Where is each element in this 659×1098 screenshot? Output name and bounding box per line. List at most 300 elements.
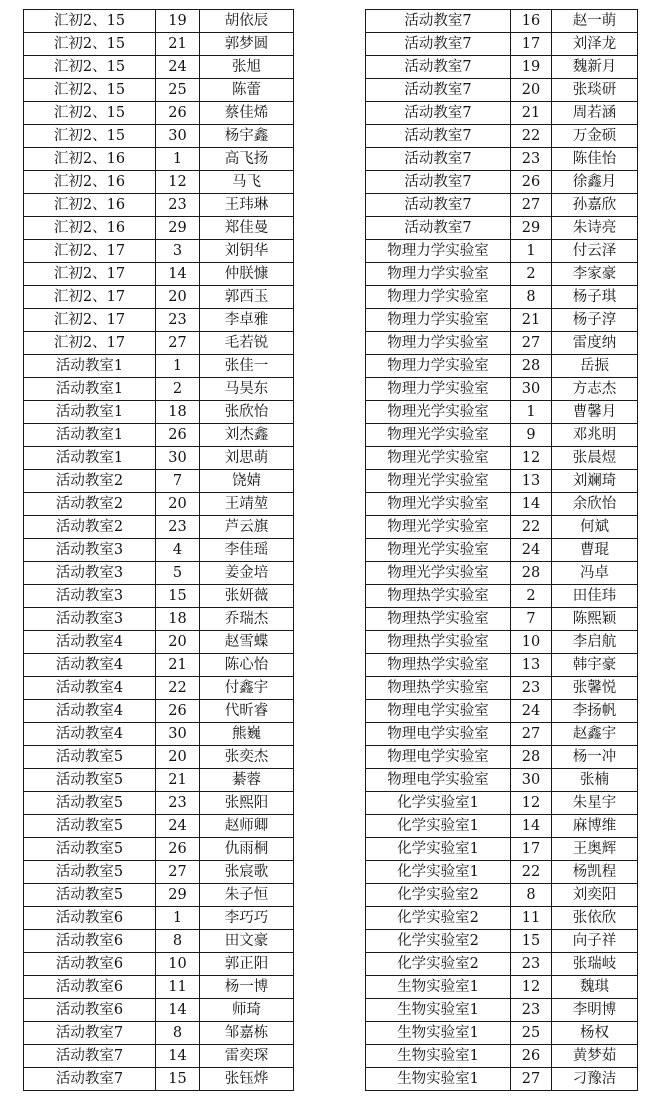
seat-number-cell: 10 [156, 953, 200, 976]
seat-number-cell: 28 [511, 355, 552, 378]
table-row [366, 700, 638, 723]
table-row [24, 654, 294, 677]
student-name-cell: 李扬帆 [552, 700, 638, 723]
seat-number-cell: 18 [156, 401, 200, 424]
table-row [366, 792, 638, 815]
table-row [366, 125, 638, 148]
student-name-cell: 赵师卿 [200, 815, 294, 838]
seat-number-cell: 11 [156, 976, 200, 999]
student-name-cell: 李启航 [552, 631, 638, 654]
table-row [366, 148, 638, 171]
seat-number-cell: 18 [156, 608, 200, 631]
exam-room-cell: 物理电学实验室 [366, 769, 511, 792]
seat-number-cell: 7 [156, 470, 200, 493]
exam-room-cell: 汇初2、15 [24, 79, 156, 102]
seat-number-cell: 22 [511, 861, 552, 884]
exam-room-cell: 汇初2、16 [24, 194, 156, 217]
exam-room-cell: 生物实验室1 [366, 1068, 511, 1091]
exam-room-cell: 物理热学实验室 [366, 677, 511, 700]
exam-room-cell: 活动教室6 [24, 930, 156, 953]
seat-number-cell: 2 [156, 378, 200, 401]
exam-roster-table-left [23, 9, 294, 1091]
student-name-cell: 周若涵 [552, 102, 638, 125]
exam-room-cell: 活动教室1 [24, 424, 156, 447]
student-name-cell: 付云泽 [552, 240, 638, 263]
student-name-cell: 张依欣 [552, 907, 638, 930]
table-row [24, 102, 294, 125]
exam-room-cell: 活动教室5 [24, 746, 156, 769]
table-row [24, 608, 294, 631]
table-row [366, 355, 638, 378]
seat-number-cell: 26 [156, 424, 200, 447]
student-name-cell: 方志杰 [552, 378, 638, 401]
table-row [24, 838, 294, 861]
student-name-cell: 曹琨 [552, 539, 638, 562]
seat-number-cell: 27 [511, 194, 552, 217]
exam-room-cell: 活动教室7 [366, 102, 511, 125]
table-row [366, 723, 638, 746]
table-row [366, 447, 638, 470]
table-row [366, 746, 638, 769]
table-row [24, 562, 294, 585]
table-row [366, 608, 638, 631]
table-row [366, 286, 638, 309]
table-body-left [24, 10, 294, 1091]
exam-room-cell: 活动教室5 [24, 861, 156, 884]
exam-room-cell: 活动教室5 [24, 838, 156, 861]
table-row [24, 217, 294, 240]
table-row [24, 953, 294, 976]
student-name-cell: 郭梦圆 [200, 33, 294, 56]
seat-number-cell: 19 [511, 56, 552, 79]
student-name-cell: 何斌 [552, 516, 638, 539]
table-row [366, 884, 638, 907]
student-name-cell: 郑佳曼 [200, 217, 294, 240]
exam-room-cell: 活动教室7 [366, 194, 511, 217]
student-name-cell: 张琰研 [552, 79, 638, 102]
exam-room-cell: 物理光学实验室 [366, 562, 511, 585]
exam-room-cell: 汇初2、15 [24, 33, 156, 56]
exam-room-cell: 活动教室6 [24, 976, 156, 999]
seat-number-cell: 1 [511, 401, 552, 424]
exam-room-cell: 汇初2、15 [24, 10, 156, 33]
seat-number-cell: 14 [511, 493, 552, 516]
student-name-cell: 向子祥 [552, 930, 638, 953]
student-name-cell: 余欣怡 [552, 493, 638, 516]
table-row [24, 769, 294, 792]
seat-number-cell: 26 [156, 838, 200, 861]
seat-number-cell: 23 [511, 148, 552, 171]
student-name-cell: 张馨悦 [552, 677, 638, 700]
student-name-cell: 郭正阳 [200, 953, 294, 976]
exam-room-cell: 物理光学实验室 [366, 424, 511, 447]
seat-number-cell: 2 [511, 585, 552, 608]
table-row [366, 493, 638, 516]
exam-room-cell: 物理光学实验室 [366, 539, 511, 562]
exam-room-cell: 活动教室4 [24, 700, 156, 723]
student-name-cell: 付鑫宇 [200, 677, 294, 700]
student-name-cell: 杨子淳 [552, 309, 638, 332]
exam-room-cell: 物理电学实验室 [366, 723, 511, 746]
table-row [366, 33, 638, 56]
table-row [24, 861, 294, 884]
table-row [24, 700, 294, 723]
table-row [366, 378, 638, 401]
exam-room-cell: 活动教室7 [366, 125, 511, 148]
seat-number-cell: 25 [511, 1022, 552, 1045]
seat-number-cell: 10 [511, 631, 552, 654]
exam-room-cell: 物理热学实验室 [366, 608, 511, 631]
seat-number-cell: 24 [511, 539, 552, 562]
student-name-cell: 冯卓 [552, 562, 638, 585]
seat-number-cell: 27 [156, 332, 200, 355]
exam-room-cell: 活动教室4 [24, 723, 156, 746]
exam-room-cell: 活动教室1 [24, 355, 156, 378]
student-name-cell: 邹嘉栋 [200, 1022, 294, 1045]
student-name-cell: 张妍薇 [200, 585, 294, 608]
seat-number-cell: 1 [156, 907, 200, 930]
student-name-cell: 刘奕阳 [552, 884, 638, 907]
student-name-cell: 张晨煜 [552, 447, 638, 470]
student-name-cell: 张熙阳 [200, 792, 294, 815]
table-row [366, 217, 638, 240]
seat-number-cell: 8 [511, 884, 552, 907]
seat-number-cell: 21 [156, 654, 200, 677]
student-name-cell: 蔡佳烯 [200, 102, 294, 125]
student-name-cell: 杨凯程 [552, 861, 638, 884]
exam-room-cell: 活动教室3 [24, 585, 156, 608]
table-row [24, 792, 294, 815]
exam-room-cell: 生物实验室1 [366, 999, 511, 1022]
exam-room-cell: 活动教室2 [24, 493, 156, 516]
exam-room-cell: 物理热学实验室 [366, 654, 511, 677]
student-name-cell: 徐鑫月 [552, 171, 638, 194]
student-name-cell: 韩宇豪 [552, 654, 638, 677]
exam-room-cell: 活动教室3 [24, 562, 156, 585]
table-row [24, 125, 294, 148]
exam-room-cell: 活动教室7 [366, 79, 511, 102]
table-row [24, 171, 294, 194]
seat-number-cell: 8 [511, 286, 552, 309]
student-name-cell: 张钰烨 [200, 1068, 294, 1091]
table-row [24, 585, 294, 608]
seat-number-cell: 17 [511, 33, 552, 56]
seat-number-cell: 24 [511, 700, 552, 723]
seat-number-cell: 1 [511, 240, 552, 263]
table-row [24, 1045, 294, 1068]
exam-room-cell: 物理电学实验室 [366, 700, 511, 723]
student-name-cell: 马飞 [200, 171, 294, 194]
student-name-cell: 高飞扬 [200, 148, 294, 171]
exam-room-cell: 汇初2、17 [24, 332, 156, 355]
exam-room-cell: 化学实验室1 [366, 815, 511, 838]
table-row [24, 815, 294, 838]
exam-room-cell: 物理力学实验室 [366, 309, 511, 332]
exam-room-cell: 活动教室5 [24, 769, 156, 792]
exam-room-cell: 活动教室7 [24, 1022, 156, 1045]
seat-number-cell: 15 [156, 585, 200, 608]
seat-number-cell: 24 [156, 815, 200, 838]
student-name-cell: 麻博维 [552, 815, 638, 838]
exam-room-cell: 活动教室7 [366, 33, 511, 56]
exam-room-cell: 物理力学实验室 [366, 332, 511, 355]
exam-room-cell: 物理光学实验室 [366, 447, 511, 470]
table-row [24, 1068, 294, 1091]
student-name-cell: 代昕睿 [200, 700, 294, 723]
seat-number-cell: 30 [156, 723, 200, 746]
seat-number-cell: 21 [156, 769, 200, 792]
table-row [24, 56, 294, 79]
seat-number-cell: 1 [156, 148, 200, 171]
student-name-cell: 陈心怡 [200, 654, 294, 677]
exam-room-cell: 生物实验室1 [366, 1022, 511, 1045]
seat-number-cell: 24 [156, 56, 200, 79]
student-name-cell: 赵鑫宇 [552, 723, 638, 746]
exam-roster-table-right [365, 9, 638, 1091]
seat-number-cell: 27 [511, 1068, 552, 1091]
exam-room-cell: 活动教室5 [24, 792, 156, 815]
seat-number-cell: 20 [156, 286, 200, 309]
student-name-cell: 孙嘉欣 [552, 194, 638, 217]
student-name-cell: 师琦 [200, 999, 294, 1022]
exam-room-cell: 物理力学实验室 [366, 240, 511, 263]
table-row [366, 907, 638, 930]
student-name-cell: 杨子琪 [552, 286, 638, 309]
table-row [24, 1022, 294, 1045]
exam-room-cell: 物理光学实验室 [366, 401, 511, 424]
exam-room-cell: 活动教室1 [24, 378, 156, 401]
seat-number-cell: 23 [511, 677, 552, 700]
table-row [366, 677, 638, 700]
exam-room-cell: 活动教室6 [24, 907, 156, 930]
student-name-cell: 邓兆明 [552, 424, 638, 447]
exam-room-cell: 活动教室5 [24, 815, 156, 838]
student-name-cell: 王玮琳 [200, 194, 294, 217]
student-name-cell: 田佳玮 [552, 585, 638, 608]
seat-number-cell: 19 [156, 10, 200, 33]
table-row [366, 10, 638, 33]
seat-number-cell: 29 [511, 217, 552, 240]
exam-room-cell: 活动教室7 [366, 148, 511, 171]
exam-room-cell: 活动教室3 [24, 608, 156, 631]
exam-room-cell: 汇初2、16 [24, 171, 156, 194]
table-row [366, 654, 638, 677]
seat-number-cell: 23 [511, 999, 552, 1022]
seat-number-cell: 12 [511, 792, 552, 815]
student-name-cell: 王奥辉 [552, 838, 638, 861]
seat-number-cell: 21 [511, 309, 552, 332]
student-name-cell: 刘钥华 [200, 240, 294, 263]
student-name-cell: 李明博 [552, 999, 638, 1022]
student-name-cell: 张奕杰 [200, 746, 294, 769]
table-row [24, 516, 294, 539]
student-name-cell: 黄梦茹 [552, 1045, 638, 1068]
seat-number-cell: 13 [511, 654, 552, 677]
table-row [24, 539, 294, 562]
table-row [366, 999, 638, 1022]
exam-room-cell: 物理热学实验室 [366, 585, 511, 608]
seat-number-cell: 20 [156, 631, 200, 654]
table-row [24, 10, 294, 33]
student-name-cell: 张旭 [200, 56, 294, 79]
seat-number-cell: 15 [511, 930, 552, 953]
seat-number-cell: 28 [511, 746, 552, 769]
table-row [366, 79, 638, 102]
exam-room-cell: 活动教室7 [366, 171, 511, 194]
table-row [366, 1068, 638, 1091]
table-row [24, 723, 294, 746]
seat-number-cell: 22 [156, 677, 200, 700]
student-name-cell: 马昊东 [200, 378, 294, 401]
seat-number-cell: 1 [156, 355, 200, 378]
student-name-cell: 李卓雅 [200, 309, 294, 332]
student-name-cell: 赵雪蝶 [200, 631, 294, 654]
table-row [366, 953, 638, 976]
exam-room-cell: 汇初2、15 [24, 56, 156, 79]
student-name-cell: 郭西玉 [200, 286, 294, 309]
seat-number-cell: 29 [156, 217, 200, 240]
exam-room-cell: 物理光学实验室 [366, 493, 511, 516]
seat-number-cell: 27 [156, 861, 200, 884]
student-name-cell: 万金硕 [552, 125, 638, 148]
student-name-cell: 陈蕾 [200, 79, 294, 102]
table-row [366, 930, 638, 953]
table-row [366, 585, 638, 608]
seat-number-cell: 26 [156, 102, 200, 125]
seat-number-cell: 21 [156, 33, 200, 56]
exam-room-cell: 物理电学实验室 [366, 746, 511, 769]
exam-room-cell: 化学实验室1 [366, 792, 511, 815]
seat-number-cell: 23 [156, 792, 200, 815]
exam-room-cell: 活动教室2 [24, 470, 156, 493]
exam-room-cell: 物理力学实验室 [366, 378, 511, 401]
exam-room-cell: 汇初2、17 [24, 286, 156, 309]
seat-number-cell: 20 [156, 746, 200, 769]
exam-room-cell: 活动教室3 [24, 539, 156, 562]
student-name-cell: 田文豪 [200, 930, 294, 953]
seat-number-cell: 9 [511, 424, 552, 447]
seat-number-cell: 14 [511, 815, 552, 838]
table-row [366, 56, 638, 79]
seat-number-cell: 14 [156, 263, 200, 286]
exam-room-cell: 活动教室7 [24, 1045, 156, 1068]
student-name-cell: 李家豪 [552, 263, 638, 286]
exam-room-cell: 活动教室1 [24, 447, 156, 470]
seat-number-cell: 27 [511, 723, 552, 746]
exam-room-cell: 活动教室5 [24, 884, 156, 907]
student-name-cell: 王靖堃 [200, 493, 294, 516]
exam-room-cell: 活动教室7 [24, 1068, 156, 1091]
exam-room-cell: 活动教室4 [24, 654, 156, 677]
seat-number-cell: 23 [156, 194, 200, 217]
student-name-cell: 刁豫洁 [552, 1068, 638, 1091]
seat-number-cell: 13 [511, 470, 552, 493]
table-row [366, 1022, 638, 1045]
seat-number-cell: 29 [156, 884, 200, 907]
seat-number-cell: 22 [511, 125, 552, 148]
student-name-cell: 朱子恒 [200, 884, 294, 907]
seat-number-cell: 30 [511, 769, 552, 792]
seat-number-cell: 14 [156, 999, 200, 1022]
student-name-cell: 张楠 [552, 769, 638, 792]
table-row [366, 240, 638, 263]
exam-room-cell: 化学实验室1 [366, 838, 511, 861]
exam-room-cell: 物理力学实验室 [366, 286, 511, 309]
seat-number-cell: 14 [156, 1045, 200, 1068]
exam-room-cell: 物理光学实验室 [366, 516, 511, 539]
student-name-cell: 刘泽龙 [552, 33, 638, 56]
table-row [24, 470, 294, 493]
student-name-cell: 朱诗亮 [552, 217, 638, 240]
student-name-cell: 刘杰鑫 [200, 424, 294, 447]
table-row [366, 562, 638, 585]
seat-number-cell: 28 [511, 562, 552, 585]
student-name-cell: 杨一博 [200, 976, 294, 999]
table-row [24, 79, 294, 102]
exam-room-cell: 活动教室6 [24, 999, 156, 1022]
table-row [24, 309, 294, 332]
table-row [366, 769, 638, 792]
student-name-cell: 饶婧 [200, 470, 294, 493]
seat-number-cell: 20 [511, 79, 552, 102]
table-row [24, 976, 294, 999]
table-row [24, 240, 294, 263]
table-row [366, 631, 638, 654]
exam-room-cell: 汇初2、16 [24, 148, 156, 171]
student-name-cell: 曹馨月 [552, 401, 638, 424]
table-row [24, 930, 294, 953]
seat-number-cell: 4 [156, 539, 200, 562]
table-row [24, 907, 294, 930]
table-row [24, 746, 294, 769]
exam-room-cell: 汇初2、17 [24, 309, 156, 332]
table-row [24, 194, 294, 217]
seat-number-cell: 2 [511, 263, 552, 286]
table-row [366, 1045, 638, 1068]
seat-number-cell: 27 [511, 332, 552, 355]
student-name-cell: 杨一冲 [552, 746, 638, 769]
seat-number-cell: 21 [511, 102, 552, 125]
student-name-cell: 魏琪 [552, 976, 638, 999]
table-row [24, 378, 294, 401]
student-name-cell: 熊巍 [200, 723, 294, 746]
table-row [24, 33, 294, 56]
seat-number-cell: 30 [156, 447, 200, 470]
seat-number-cell: 5 [156, 562, 200, 585]
table-row [24, 332, 294, 355]
exam-room-cell: 化学实验室2 [366, 930, 511, 953]
seat-number-cell: 30 [511, 378, 552, 401]
table-row [366, 838, 638, 861]
exam-room-cell: 活动教室4 [24, 631, 156, 654]
student-name-cell: 张佳一 [200, 355, 294, 378]
seat-number-cell: 23 [156, 309, 200, 332]
table-row [366, 861, 638, 884]
student-name-cell: 张宸歌 [200, 861, 294, 884]
table-row [366, 976, 638, 999]
table-row [366, 401, 638, 424]
exam-room-cell: 活动教室1 [24, 401, 156, 424]
exam-room-cell: 化学实验室1 [366, 861, 511, 884]
table-row [366, 470, 638, 493]
student-name-cell: 雷度纳 [552, 332, 638, 355]
student-name-cell: 乔瑞杰 [200, 608, 294, 631]
exam-room-cell: 生物实验室1 [366, 976, 511, 999]
exam-room-cell: 汇初2、15 [24, 125, 156, 148]
exam-room-cell: 活动教室4 [24, 677, 156, 700]
seat-number-cell: 26 [511, 1045, 552, 1068]
seat-number-cell: 12 [511, 447, 552, 470]
